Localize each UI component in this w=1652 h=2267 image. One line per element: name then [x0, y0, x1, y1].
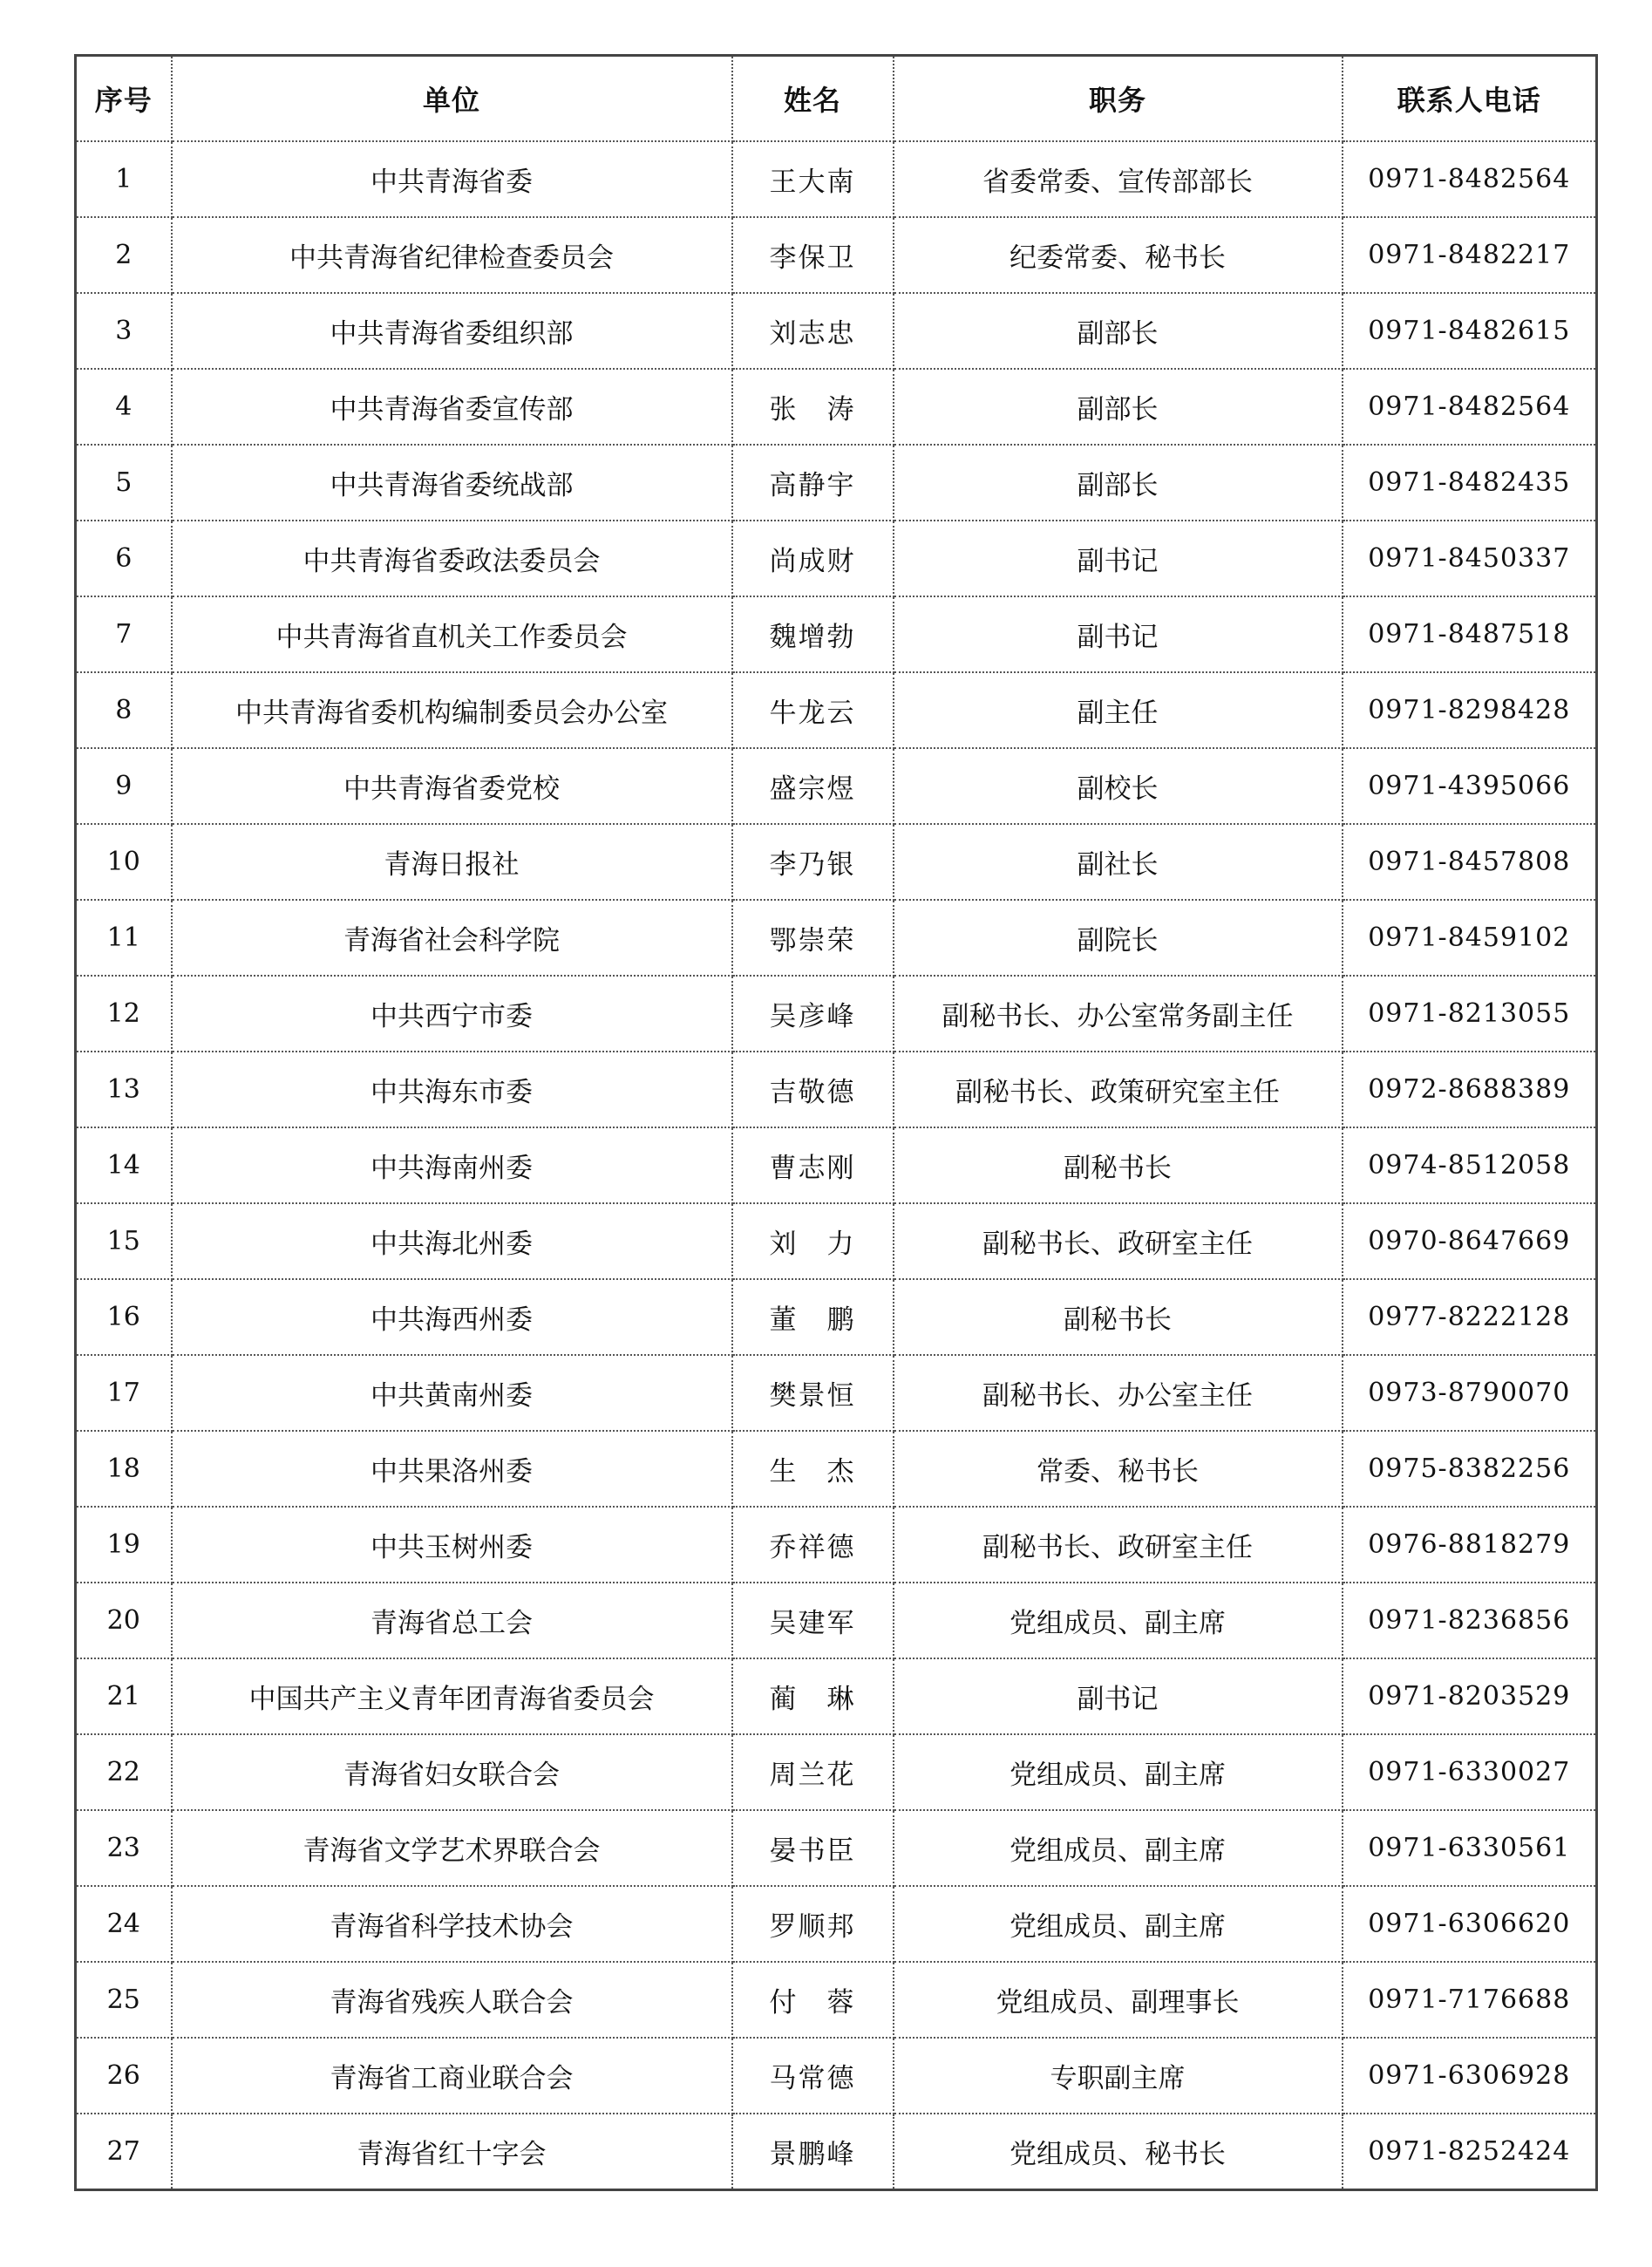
table-row	[76, 1810, 1597, 1886]
position-cell: 副书记	[894, 596, 1343, 672]
table-row	[76, 445, 1597, 521]
table-row	[76, 1962, 1597, 2038]
serial-number-cell: 10	[76, 824, 172, 900]
serial-number-cell: 13	[76, 1052, 172, 1127]
contact-table	[74, 54, 1598, 2191]
contact-list-sheet	[74, 54, 1595, 2191]
phone-cell: 0971-8482217	[1343, 217, 1597, 293]
name-cell: 景鹏峰	[732, 2114, 894, 2190]
position-cell: 党组成员、副主席	[894, 1734, 1343, 1810]
table-row	[76, 1355, 1597, 1431]
serial-number-cell: 15	[76, 1203, 172, 1279]
phone-cell: 0971-6330027	[1343, 1734, 1597, 1810]
position-cell: 副秘书长、政策研究室主任	[894, 1052, 1343, 1127]
name-cell: 张 涛	[732, 369, 894, 445]
table-row	[76, 596, 1597, 672]
position-cell: 副主任	[894, 672, 1343, 748]
table-row	[76, 1127, 1597, 1203]
name-cell: 鄂崇荣	[732, 900, 894, 976]
serial-number-cell: 17	[76, 1355, 172, 1431]
unit-cell: 中共青海省委机构编制委员会办公室	[172, 672, 732, 748]
serial-number-cell: 5	[76, 445, 172, 521]
header-position: 职务	[894, 56, 1343, 142]
phone-cell: 0971-8298428	[1343, 672, 1597, 748]
serial-number-cell: 19	[76, 1507, 172, 1583]
position-cell: 副书记	[894, 521, 1343, 596]
position-cell: 纪委常委、秘书长	[894, 217, 1343, 293]
phone-cell: 0976-8818279	[1343, 1507, 1597, 1583]
table-row	[76, 2038, 1597, 2114]
header-contact-phone: 联系人电话	[1343, 56, 1597, 142]
unit-cell: 青海省文学艺术界联合会	[172, 1810, 732, 1886]
name-cell: 盛宗煜	[732, 748, 894, 824]
position-cell: 副秘书长、政研室主任	[894, 1203, 1343, 1279]
name-cell: 马常德	[732, 2038, 894, 2114]
position-cell: 党组成员、秘书长	[894, 2114, 1343, 2190]
unit-cell: 中国共产主义青年团青海省委员会	[172, 1658, 732, 1734]
unit-cell: 中共青海省委政法委员会	[172, 521, 732, 596]
name-cell: 樊景恒	[732, 1355, 894, 1431]
name-cell: 周兰花	[732, 1734, 894, 1810]
position-cell: 副秘书长、政研室主任	[894, 1507, 1343, 1583]
unit-cell: 中共西宁市委	[172, 976, 732, 1052]
name-cell: 牛龙云	[732, 672, 894, 748]
position-cell: 副秘书长	[894, 1279, 1343, 1355]
position-cell: 副院长	[894, 900, 1343, 976]
phone-cell: 0971-8482564	[1343, 141, 1597, 217]
serial-number-cell: 26	[76, 2038, 172, 2114]
name-cell: 刘志忠	[732, 293, 894, 369]
phone-cell: 0971-8457808	[1343, 824, 1597, 900]
header-name: 姓名	[732, 56, 894, 142]
name-cell: 晏书臣	[732, 1810, 894, 1886]
unit-cell: 青海省社会科学院	[172, 900, 732, 976]
name-cell: 吴建军	[732, 1583, 894, 1658]
phone-cell: 0971-8450337	[1343, 521, 1597, 596]
position-cell: 副社长	[894, 824, 1343, 900]
position-cell: 副秘书长、办公室主任	[894, 1355, 1343, 1431]
phone-cell: 0971-8236856	[1343, 1583, 1597, 1658]
table-header-row	[76, 56, 1597, 142]
position-cell: 党组成员、副主席	[894, 1583, 1343, 1658]
serial-number-cell: 21	[76, 1658, 172, 1734]
serial-number-cell: 24	[76, 1886, 172, 1962]
phone-cell: 0971-8487518	[1343, 596, 1597, 672]
unit-cell: 青海日报社	[172, 824, 732, 900]
position-cell: 党组成员、副理事长	[894, 1962, 1343, 2038]
position-cell: 副部长	[894, 369, 1343, 445]
name-cell: 刘 力	[732, 1203, 894, 1279]
position-cell: 党组成员、副主席	[894, 1810, 1343, 1886]
unit-cell: 中共青海省委党校	[172, 748, 732, 824]
position-cell: 副秘书长、办公室常务副主任	[894, 976, 1343, 1052]
unit-cell: 中共青海省委统战部	[172, 445, 732, 521]
unit-cell: 中共果洛州委	[172, 1431, 732, 1507]
phone-cell: 0971-8482615	[1343, 293, 1597, 369]
header-unit: 单位	[172, 56, 732, 142]
phone-cell: 0973-8790070	[1343, 1355, 1597, 1431]
serial-number-cell: 18	[76, 1431, 172, 1507]
serial-number-cell: 8	[76, 672, 172, 748]
name-cell: 高静宇	[732, 445, 894, 521]
name-cell: 生 杰	[732, 1431, 894, 1507]
table-row	[76, 1279, 1597, 1355]
serial-number-cell: 7	[76, 596, 172, 672]
serial-number-cell: 16	[76, 1279, 172, 1355]
name-cell: 付 蓉	[732, 1962, 894, 2038]
name-cell: 乔祥德	[732, 1507, 894, 1583]
table-row	[76, 521, 1597, 596]
name-cell: 王大南	[732, 141, 894, 217]
serial-number-cell: 12	[76, 976, 172, 1052]
table-row	[76, 1734, 1597, 1810]
phone-cell: 0974-8512058	[1343, 1127, 1597, 1203]
unit-cell: 青海省红十字会	[172, 2114, 732, 2190]
unit-cell: 青海省妇女联合会	[172, 1734, 732, 1810]
unit-cell: 青海省残疾人联合会	[172, 1962, 732, 2038]
unit-cell: 中共青海省委	[172, 141, 732, 217]
unit-cell: 中共青海省纪律检查委员会	[172, 217, 732, 293]
table-row	[76, 1583, 1597, 1658]
name-cell: 董 鹏	[732, 1279, 894, 1355]
unit-cell: 青海省科学技术协会	[172, 1886, 732, 1962]
unit-cell: 青海省总工会	[172, 1583, 732, 1658]
phone-cell: 0971-8203529	[1343, 1658, 1597, 1734]
name-cell: 魏增勃	[732, 596, 894, 672]
name-cell: 吴彦峰	[732, 976, 894, 1052]
table-row	[76, 2114, 1597, 2190]
position-cell: 副部长	[894, 445, 1343, 521]
unit-cell: 中共海北州委	[172, 1203, 732, 1279]
phone-cell: 0977-8222128	[1343, 1279, 1597, 1355]
table-row	[76, 1052, 1597, 1127]
name-cell: 蔺 琳	[732, 1658, 894, 1734]
phone-cell: 0971-8482564	[1343, 369, 1597, 445]
serial-number-cell: 2	[76, 217, 172, 293]
serial-number-cell: 27	[76, 2114, 172, 2190]
serial-number-cell: 3	[76, 293, 172, 369]
unit-cell: 青海省工商业联合会	[172, 2038, 732, 2114]
table-row	[76, 976, 1597, 1052]
serial-number-cell: 22	[76, 1734, 172, 1810]
phone-cell: 0971-6306928	[1343, 2038, 1597, 2114]
phone-cell: 0971-8252424	[1343, 2114, 1597, 2190]
phone-cell: 0971-8213055	[1343, 976, 1597, 1052]
position-cell: 副部长	[894, 293, 1343, 369]
table-row	[76, 1507, 1597, 1583]
table-row	[76, 141, 1597, 217]
position-cell: 省委常委、宣传部部长	[894, 141, 1343, 217]
unit-cell: 中共海东市委	[172, 1052, 732, 1127]
table-row	[76, 1886, 1597, 1962]
phone-cell: 0972-8688389	[1343, 1052, 1597, 1127]
name-cell: 曹志刚	[732, 1127, 894, 1203]
unit-cell: 中共青海省直机关工作委员会	[172, 596, 732, 672]
phone-cell: 0971-4395066	[1343, 748, 1597, 824]
serial-number-cell: 1	[76, 141, 172, 217]
table-row	[76, 293, 1597, 369]
unit-cell: 中共玉树州委	[172, 1507, 732, 1583]
header-serial-number: 序号	[76, 56, 172, 142]
table-row	[76, 1658, 1597, 1734]
phone-cell: 0975-8382256	[1343, 1431, 1597, 1507]
position-cell: 常委、秘书长	[894, 1431, 1343, 1507]
name-cell: 李乃银	[732, 824, 894, 900]
table-row	[76, 1431, 1597, 1507]
name-cell: 吉敬德	[732, 1052, 894, 1127]
phone-cell: 0971-7176688	[1343, 1962, 1597, 2038]
phone-cell: 0970-8647669	[1343, 1203, 1597, 1279]
table-row	[76, 217, 1597, 293]
table-row	[76, 748, 1597, 824]
serial-number-cell: 23	[76, 1810, 172, 1886]
phone-cell: 0971-8482435	[1343, 445, 1597, 521]
name-cell: 李保卫	[732, 217, 894, 293]
name-cell: 罗顺邦	[732, 1886, 894, 1962]
position-cell: 副校长	[894, 748, 1343, 824]
unit-cell: 中共青海省委组织部	[172, 293, 732, 369]
phone-cell: 0971-6330561	[1343, 1810, 1597, 1886]
serial-number-cell: 6	[76, 521, 172, 596]
serial-number-cell: 4	[76, 369, 172, 445]
name-cell: 尚成财	[732, 521, 894, 596]
phone-cell: 0971-6306620	[1343, 1886, 1597, 1962]
table-body	[76, 141, 1597, 2190]
table-row	[76, 824, 1597, 900]
serial-number-cell: 9	[76, 748, 172, 824]
serial-number-cell: 20	[76, 1583, 172, 1658]
table-row	[76, 1203, 1597, 1279]
serial-number-cell: 25	[76, 1962, 172, 2038]
position-cell: 专职副主席	[894, 2038, 1343, 2114]
table-row	[76, 369, 1597, 445]
unit-cell: 中共海西州委	[172, 1279, 732, 1355]
unit-cell: 中共海南州委	[172, 1127, 732, 1203]
table-row	[76, 900, 1597, 976]
position-cell: 副秘书长	[894, 1127, 1343, 1203]
unit-cell: 中共黄南州委	[172, 1355, 732, 1431]
unit-cell: 中共青海省委宣传部	[172, 369, 732, 445]
serial-number-cell: 14	[76, 1127, 172, 1203]
position-cell: 副书记	[894, 1658, 1343, 1734]
position-cell: 党组成员、副主席	[894, 1886, 1343, 1962]
table-row	[76, 672, 1597, 748]
serial-number-cell: 11	[76, 900, 172, 976]
phone-cell: 0971-8459102	[1343, 900, 1597, 976]
